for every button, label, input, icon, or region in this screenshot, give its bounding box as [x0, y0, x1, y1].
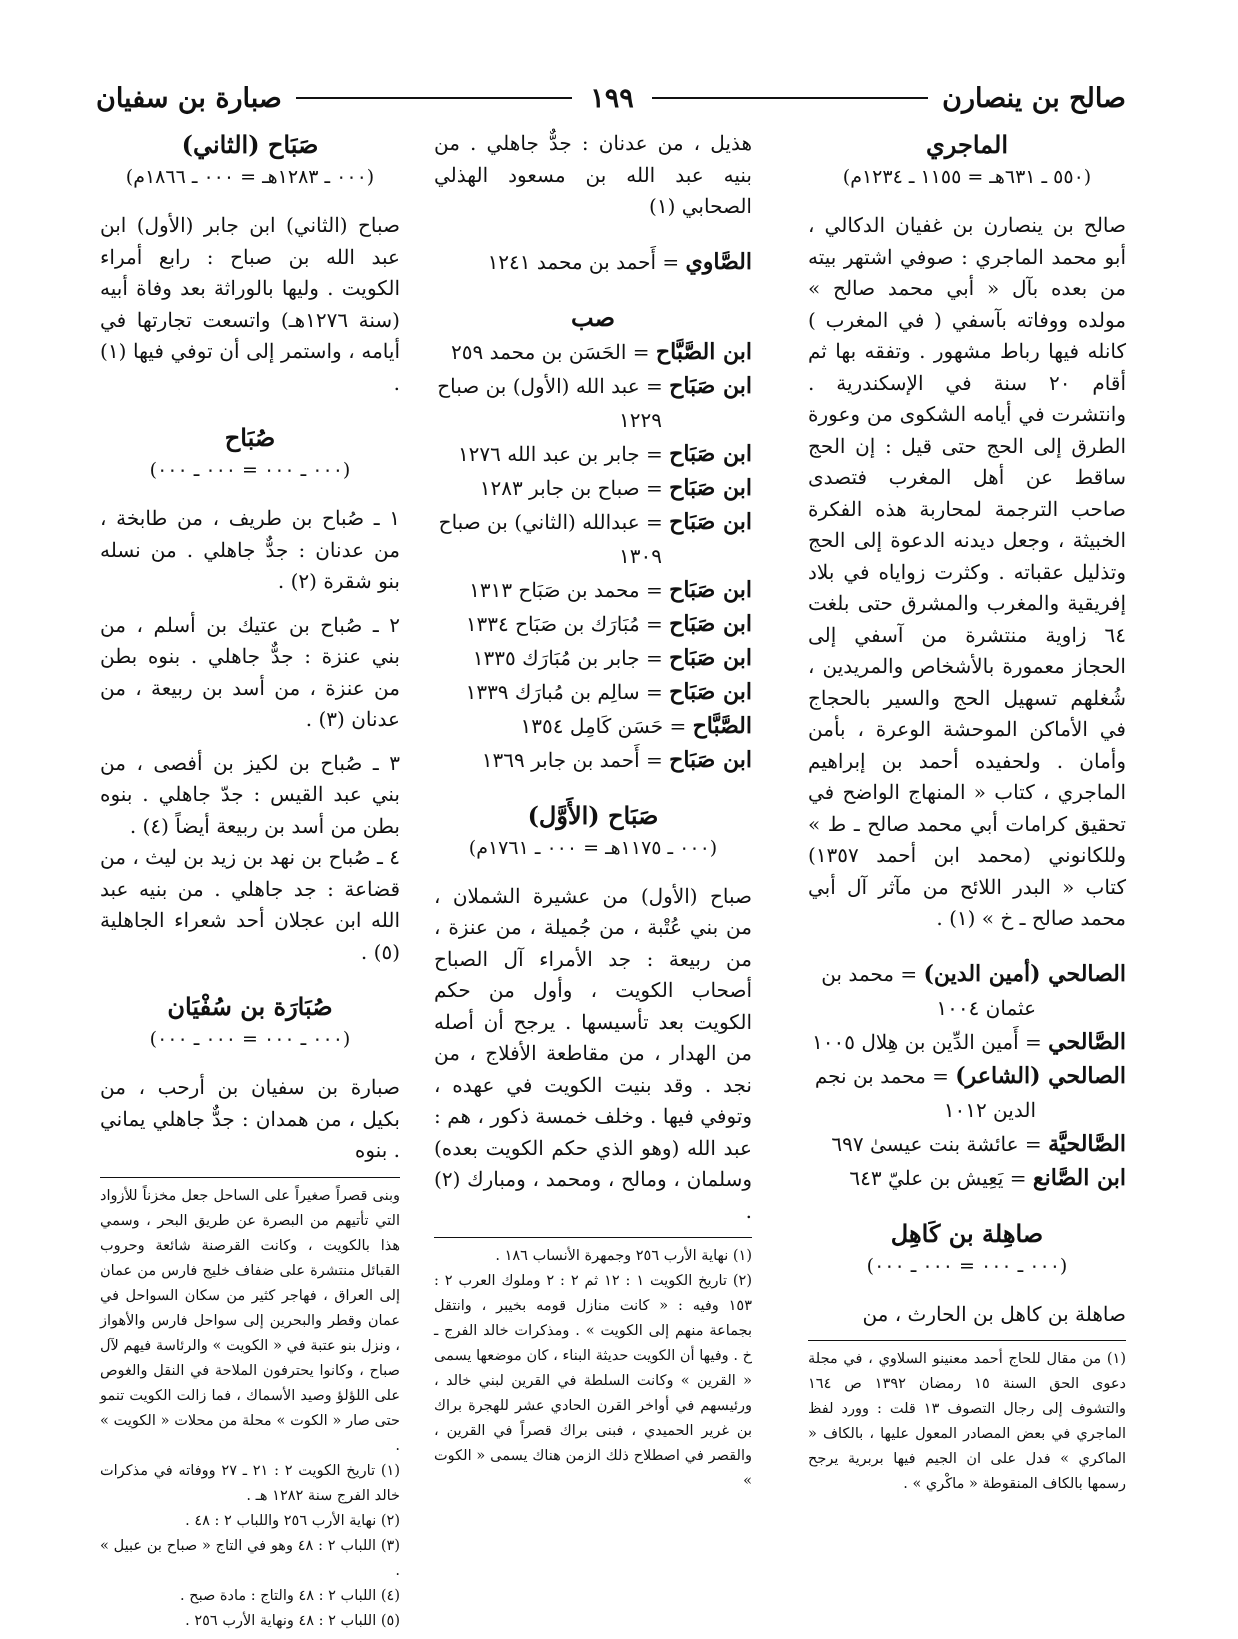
entry-text: صالح بن ينصارن بن غفيان الدكالي ، أبو محمد الماجري : صوفي اشتهر بيته من بعده بآل « أبي محمد صالح » مولده ووفاته بآسفي ( في المغرب ) كانله فيها رباط مشهور . وتفقه بها ثم أقام ٢٠ سنة في الإسكندرية . وانتشرت في أيامه الشكوى من وعورة الطرق إلى الحج حتى قيل : إن الحج ساقط عن أهل المغرب فتصدى صاحب الترجمة لمحاربة هذه الفكرة الخبيثة ، وجعل ديدنه الدعوة إلى الحج وتذليل عقباته . وكثرت زواياه في بلاد إفريقية والمغرب والمشرق حتى بلغت ٦٤ زاوية منتشرة من آسفي إلى الحجاز معمورة بالأشخاص والمريدين ، شُغلهم تسهيل الحج والسير بالحجاج في الأماكن الموحشة الوعرة ، بأمن وأمان . ولحفيده أحمد بن إبراهيم الماجري ، كتاب « المنهاج الواضح في تحقيق كرامات أبي محمد صالح ـ ط » وللكانوني (محمد ابن أحمد ١٣٥٧) كتاب « البدر اللائح من مآثر آل أبي محمد صالح ـ خ » (١) . [808, 213, 1127, 930]
cross-reference-continuation: ١٣٠٩ [619, 543, 662, 568]
list-item: ٢ ـ صُباح بن عتيك بن أسلم ، من بني عنزة : جدٌّ جاهلي . بنوه بطن من عنزة ، من أسد بن ربيعة ، من عدنان (٣) . [100, 612, 400, 731]
header-left-heading: صبارة بن سفيان [96, 82, 282, 114]
page-number: ١٩٩ [590, 82, 634, 114]
cross-reference-continuation: عثمان ١٠٠٤ [936, 995, 1036, 1020]
entry-dates: (٥٥٠ ـ ٦٣١هـ = ١١٥٥ ـ ١٢٣٤م) [842, 166, 1092, 188]
header-right-heading: صالح بن ينصارن [942, 82, 1126, 114]
footnote: (١) تاريخ الكويت ٢ : ٢١ ـ ٢٧ ووفاته في مذكرات خالد الفرج سنة ١٢٨٢ هـ . [100, 1462, 401, 1504]
cross-reference: ابن صَبَاح = عبدالله (الثاني) بن صباح [438, 508, 752, 535]
header-rule-right [652, 97, 928, 99]
footnote: (٤) اللباب ٢ : ٤٨ والتاج : مادة صبح . [180, 1587, 400, 1604]
footnote-rule [100, 1177, 400, 1178]
footnote-continuation: وبنى قصراً صغيراً على الساحل جعل مخزناً للأزواد التي تأتيهم من البصرة عن طريق البحر ، وسمي هذا بالكويت ، وكانت القرصنة شائعة وحروب القبائل منتشرة على ضفاف خليج فارس من عمان إلى العراق ، فهاجر كثير من سكان السواحل في عمان وقطر والبحرين إلى سواحل فارس والأهواز ، ونزل بنو عتبة في « الكويت » والرئاسة فيهم لآل صباح ، وكانوا يحترفون الملاحة في النقل والغوص على اللؤلؤ وصيد الأسماك ، فما زالت الكويت تنمو حتى صار « الكوت » محلة من محلات « الكويت » . [100, 1187, 400, 1454]
section-heading: صب [571, 302, 615, 332]
cross-reference-continuation: ١٢٢٩ [619, 407, 662, 432]
cross-reference: ابن صَبَاح = جابر بن عبد الله ١٢٧٦ [457, 440, 752, 467]
entry-text: صاهلة بن كاهل بن الحارث ، من [862, 1301, 1126, 1326]
footnote: (٢) تاريخ الكويت ١ : ١٢ ثم ٢ : ٢ وملوك العرب ٢ : ١٥٣ وفيه : « كانت منازل قومه بخيبر ، وانتقل بجماعة منهم إلى الكويت » . ومذكرات خالد الفرج ـ خ . وفيها أن الكويت حديثة البناء ، كان موضعها يسمى « القرين » وكانت السلطة في القرين لبني خالد ، ورئيسهم في أواخر القرن الحادي عشر للهجرة براك بن غرير الحميدي ، فبنى براك قصراً في القرين ، والقصر في اصطلاح ذلك الزمن هناك يسمى « الكوت » [434, 1273, 753, 1489]
cross-reference: الصَّاوي = أَحمد بن محمد ١٢٤١ [487, 248, 752, 275]
cross-reference: ابن صَبَاح = محمد بن صَبَاح ١٣١٣ [469, 576, 752, 603]
cross-reference: الصَّالحي = أَمين الدِّين بن هِلال ١٠٠٥ [812, 1028, 1126, 1055]
list-item: ٣ ـ صُباح بن لكيز بن أفصى ، من بني عبد القيس : جدّ جاهلي . بنوه بطن من أسد بن ربيعة أيضاً (٤) . [100, 750, 400, 838]
entry-dates: (٠٠٠ ـ ٠٠٠ = ٠٠٠ ـ ٠٠٠) [149, 1028, 351, 1050]
left-column [100, 128, 401, 1629]
cross-reference: ابن صَبَاح = جابر بن مُبَارَك ١٣٣٥ [472, 644, 752, 671]
cross-reference: الصَّالحيَّة = عائشة بنت عيسىٰ ٦٩٧ [831, 1130, 1126, 1157]
cross-reference: ابن صَبَاح = أَحمد بن جابر ١٣٦٩ [481, 746, 752, 773]
entry-title: صُبَارَة بن سُفْيَان [167, 992, 333, 1021]
footnote: (١) نهاية الأرب ٢٥٦ وجمهرة الأنساب ١٨٦ . [495, 1248, 752, 1264]
cross-reference-continuation: الدين ١٠١٢ [943, 1097, 1036, 1122]
footnote: (٣) اللباب ٢ : ٤٨ وهو في التاج « صباح بن عبيل » . [100, 1537, 400, 1579]
entry-dates: (٠٠٠ ـ ١١٧٥هـ = ٠٠٠ ـ ١٧٦١م) [468, 836, 718, 859]
cross-reference: ابن الصَّبَّاح = الحَسَن بن محمد ٢٥٩ [451, 338, 752, 365]
entry-text: صبارة بن سفيان بن أرحب ، من بكيل ، من همدان : جدٌّ جاهلي يماني . بنوه [100, 1075, 400, 1162]
list-item: ٤ ـ صُباح بن نهد بن زيد بن ليث ، من قضاعة : جد جاهلي . من بنيه عبد الله ابن عجلان أحد شعراء الجاهلية (٥) . [100, 845, 400, 964]
middle-column [434, 128, 752, 1618]
footnote: (٢) نهاية الأرب ٢٥٦ واللباب ٢ : ٤٨ . [185, 1512, 400, 1529]
cross-references [434, 335, 752, 777]
footnote-rule [808, 1340, 1126, 1341]
entry-text: صباح (الأول) من عشيرة الشملان ، من بني عُتْبة ، من جُميلة ، من عنزة ، من ربيعة : جد الأمراء آل الصباح أصحاب الكويت ، وأول من حكم الكويت بعد تأسيسها . يرجح أن أصله من الهدار ، من مقاطعة الأفلاج ، من نجد . وقد بنيت الكويت في عهده ، وتوفي فيها . وخلف خمسة ذكور ، هم : عبد الله (وهو الذي حكم الكويت بعده) وسلمان ، ومالح ، ومحمد ، ومبارك (٢) . [434, 883, 752, 1223]
list-item: ١ ـ صُباح بن طريف ، من طابخة ، من عدنان : جدٌّ جاهلي . من نسله بنو شقرة (٢) . [100, 506, 400, 593]
cross-references [808, 957, 1126, 1195]
entry-dates: (٠٠٠ ـ ٠٠٠ = ٠٠٠ ـ ٠٠٠) [149, 459, 351, 481]
running-header [96, 78, 1126, 118]
cross-reference: ابن صَبَاح = صباح بن جابر ١٢٨٣ [479, 474, 752, 501]
entry-title: الماجري [925, 130, 1009, 159]
cross-reference: ابن الصَّانع = يَعِيش بن عليّ ٦٤٣ [849, 1164, 1126, 1191]
entry-text: هذيل ، من عدنان : جدٌّ جاهلي . من بنيه عبد الله بن مسعود الهذلي الصحابي (١) [434, 131, 752, 218]
footnote-rule [434, 1237, 752, 1238]
right-column [808, 128, 1126, 1618]
entry-title: صاهِلة بن كَاهِل [890, 1218, 1044, 1248]
cross-reference: ابن صَبَاح = عبد الله (الأول) بن صباح [437, 372, 752, 399]
cross-reference: الصالحي (الشاعر) = محمد بن نجم [814, 1062, 1126, 1089]
cross-reference: ابن صَبَاح = سالِم بن مُبارَك ١٣٣٩ [465, 678, 752, 705]
entry-dates: (٠٠٠ ـ ١٢٨٣هـ = ٠٠٠ ـ ١٨٦٦م) [125, 166, 375, 188]
entry-title: صُبَاح [224, 423, 276, 452]
entry-title: صَبَاح (الثاني) [181, 130, 319, 159]
cross-reference: ابن صَبَاح = مُبَارَك بن صَبَاح ١٣٣٤ [465, 610, 752, 637]
header-rule-left [296, 97, 572, 99]
cross-reference: الصالحي (أمين الدين) = محمد بن [821, 960, 1126, 987]
footnote: (٥) اللباب ٢ : ٤٨ ونهاية الأرب ٢٥٦ . [185, 1612, 400, 1629]
footnote: (١) من مقال للحاج أحمد معنينو السلاوي ، في مجلة دعوى الحق السنة ١٥ رمضان ١٣٩٢ ص ١٦٤ والتشوف إلى رجال التصوف ١٣ قلت : وورد لفظ الماجري في بعض المصادر المعول عليها ، بالكاف « الماكري » فدل على ان الجيم فيها بربرية يرجح رسمها بالكاف المنقوطة « ماكْري » . [808, 1351, 1126, 1492]
cross-reference: الصَّبَّاح = حَسَن كَامِل ١٣٥٤ [520, 712, 752, 739]
entry-dates: (٠٠٠ ـ ٠٠٠ = ٠٠٠ ـ ٠٠٠) [866, 1254, 1068, 1277]
entry-text: صباح (الثاني) ابن جابر (الأول) ابن عبد الله بن صباح : رابع أمراء الكويت . وليها بالوراثة بعد وفاة أبيه (سنة ١٢٧٦هـ) واتسعت تجارتها في أيامه ، واستمر إلى أن توفي فيها (١) . [100, 213, 400, 395]
entry-title: صَبَاح (الأَوَّل) [527, 800, 659, 830]
